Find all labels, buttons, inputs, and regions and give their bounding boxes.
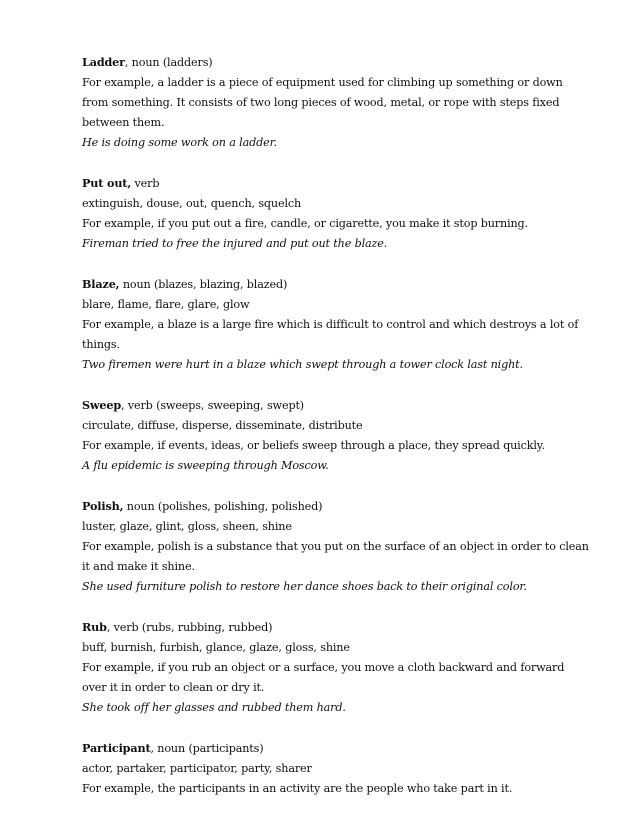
vocab-entry — [82, 52, 622, 153]
definition-line: it and make it shine. — [82, 560, 195, 573]
definition-line: things. — [82, 338, 120, 351]
part-of-speech: verb — [131, 177, 160, 190]
definition-line: between them. — [82, 116, 165, 129]
vocabulary-list — [82, 52, 622, 819]
part-of-speech: verb (rubs, rubbing, rubbed) — [110, 621, 273, 634]
vocab-entry — [82, 617, 622, 718]
vocab-entry — [82, 395, 622, 476]
example-sentence: He is doing some work on a ladder. — [82, 136, 277, 149]
definition-line: For example, if you rub an object or a surface, you move a cloth backward and forward — [82, 661, 565, 674]
vocab-entry — [82, 173, 622, 254]
head-word: Polish, — [82, 499, 124, 513]
definition-line: over it in order to clean or dry it. — [82, 681, 265, 694]
definition-line: For example, polish is a substance that you put on the surface of an object in order to clean — [82, 540, 589, 553]
part-of-speech: noun (blazes, blazing, blazed) — [119, 278, 288, 291]
part-of-speech: noun (ladders) — [128, 56, 213, 69]
head-word: Sweep — [82, 398, 122, 412]
head-word-comma: , — [150, 742, 154, 755]
definition-line: For example, a blaze is a large fire which is difficult to control and which destroys a lot of — [82, 318, 579, 331]
example-sentence: Two firemen were hurt in a blaze which swept through a tower clock last night. — [82, 358, 523, 371]
synonyms-line: extinguish, douse, out, quench, squelch — [82, 197, 302, 210]
synonyms-line: actor, partaker, participator, party, sharer — [82, 762, 312, 775]
head-word: Put out, — [82, 176, 132, 190]
entry-heading — [82, 738, 622, 759]
entry-heading — [82, 274, 622, 295]
part-of-speech: noun (participants) — [153, 742, 264, 755]
synonyms-line: buff, burnish, furbish, glance, glaze, gloss, shine — [82, 641, 350, 654]
example-sentence: She used furniture polish to restore her dance shoes back to their original color. — [82, 580, 527, 593]
example-sentence: She took off her glasses and rubbed them hard. — [82, 701, 346, 714]
vocab-entry — [82, 274, 622, 375]
definition-line: from something. It consists of two long pieces of wood, metal, or rope with steps fixed — [82, 96, 560, 109]
entry-heading — [82, 617, 622, 638]
vocab-entry — [82, 496, 622, 597]
entry-heading — [82, 173, 622, 194]
head-word-comma: , — [124, 56, 129, 69]
entry-heading — [82, 395, 622, 416]
head-word: Blaze, — [82, 277, 120, 291]
example-sentence: Fireman tried to free the injured and put out the blaze. — [82, 237, 388, 250]
vocab-entry — [82, 738, 622, 799]
definition-line: For example, if events, ideas, or beliefs sweep through a place, they spread quickly. — [82, 439, 545, 452]
entry-heading — [82, 496, 622, 517]
definition-line: For example, a ladder is a piece of equipment used for climbing up something or down — [82, 76, 563, 89]
head-word-comma: , — [121, 399, 125, 412]
synonyms-line: blare, flame, flare, glare, glow — [82, 298, 250, 311]
synonyms-line: luster, glaze, glint, gloss, sheen, shine — [82, 520, 292, 533]
head-word: Ladder — [82, 55, 125, 69]
synonyms-line: circulate, diffuse, disperse, disseminate, distribute — [82, 419, 363, 432]
example-sentence: A flu epidemic is sweeping through Moscow. — [82, 459, 329, 472]
definition-line: For example, the participants in an activity are the people who take part in it. — [82, 782, 513, 795]
part-of-speech: noun (polishes, polishing, polished) — [123, 500, 323, 513]
part-of-speech: verb (sweeps, sweeping, swept) — [124, 399, 305, 412]
head-word: Participant — [82, 741, 151, 755]
head-word-comma: , — [106, 621, 111, 634]
entry-heading — [82, 52, 622, 73]
head-word: Rub — [82, 620, 107, 634]
definition-line: For example, if you put out a fire, candle, or cigarette, you make it stop burning. — [82, 217, 528, 230]
